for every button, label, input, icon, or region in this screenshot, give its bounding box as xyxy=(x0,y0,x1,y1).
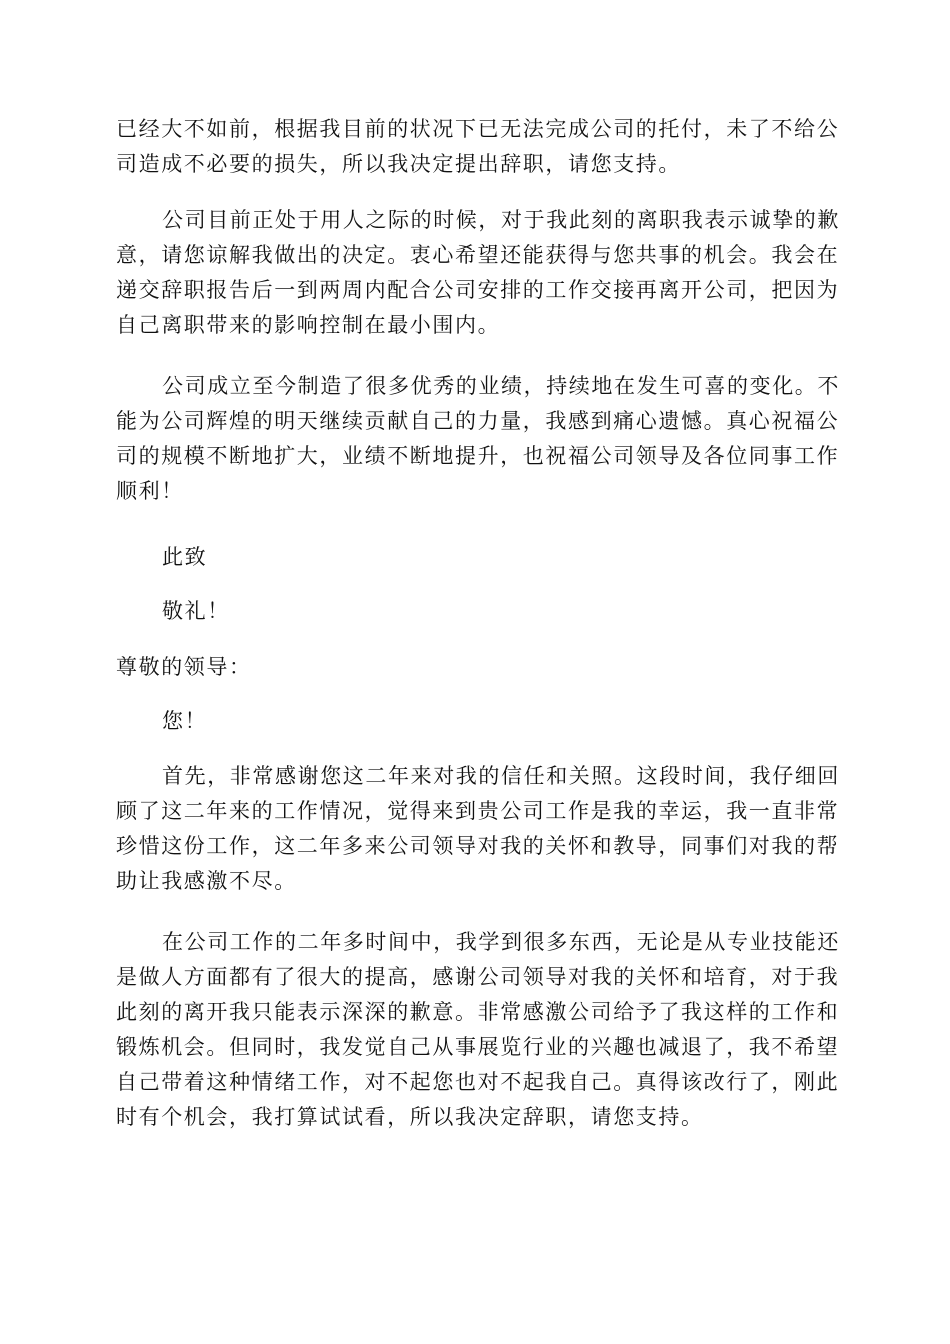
text-line: 助让我感激不尽。 xyxy=(116,869,297,893)
paragraph-5 xyxy=(116,925,840,1135)
text-line: 公司目前正处于用人之际的时候，对于我此刻的离职我表示诚挚的歉 xyxy=(162,208,840,232)
text-line: 在公司工作的二年多时间中，我学到很多东西，无论是从专业技能还 xyxy=(162,930,840,954)
text-line: 时有个机会，我打算试试看，所以我决定辞职，请您支持。 xyxy=(116,1105,704,1129)
paragraph-4 xyxy=(116,759,840,899)
letter-address xyxy=(116,704,832,739)
text-line: 能为公司辉煌的明天继续贡献自己的力量，我感到痛心遗憾。真心祝福公 xyxy=(116,409,840,433)
text-line: 敬礼！ xyxy=(162,599,230,623)
text-line: 锻炼机会。但同时，我发觉自己从事展览行业的兴趣也减退了，我不希望 xyxy=(116,1035,840,1059)
text-line: 司造成不必要的损失，所以我决定提出辞职，请您支持。 xyxy=(116,152,681,176)
text-line: 递交辞职报告后一到两周内配合公司安排的工作交接再离开公司，把因为 xyxy=(116,278,840,302)
text-line: 公司成立至今制造了很多优秀的业绩，持续地在发生可喜的变化。不 xyxy=(162,374,840,398)
text-line: 自己带着这种情绪工作，对不起您也对不起我自己。真得该改行了，刚此 xyxy=(116,1070,840,1094)
text-line: 您！ xyxy=(162,709,208,733)
text-line: 尊敬的领导： xyxy=(116,655,252,679)
paragraph-3 xyxy=(116,369,840,509)
letter-greeting xyxy=(116,650,832,685)
text-line: 自己离职带来的影响控制在最小围内。 xyxy=(116,313,501,337)
text-line: 已经大不如前，根据我目前的状况下已无法完成公司的托付，未了不给公 xyxy=(116,117,840,141)
text-line: 是做人方面都有了很大的提高，感谢公司领导对我的关怀和培育，对于我 xyxy=(116,965,840,989)
text-line: 意，请您谅解我做出的决定。衷心希望还能获得与您共事的机会。我会在 xyxy=(116,243,840,267)
closing-salutation xyxy=(116,540,832,575)
text-line: 此致 xyxy=(162,545,208,569)
text-line: 顺利！ xyxy=(116,479,184,503)
text-line: 此刻的离开我只能表示深深的歉意。非常感激公司给予了我这样的工作和 xyxy=(116,1000,840,1024)
paragraph-2 xyxy=(116,203,840,343)
closing-regards xyxy=(116,594,832,629)
text-line: 司的规模不断地扩大，业绩不断地提升，也祝福公司领导及各位同事工作 xyxy=(116,444,840,468)
text-line: 珍惜这份工作，这二年多来公司领导对我的关怀和教导，同事们对我的帮 xyxy=(116,834,840,858)
text-line: 顾了这二年来的工作情况，觉得来到贵公司工作是我的幸运，我一直非常 xyxy=(116,799,840,823)
paragraph-1 xyxy=(116,112,840,182)
text-line: 首先，非常感谢您这二年来对我的信任和关照。这段时间，我仔细回 xyxy=(162,764,840,788)
